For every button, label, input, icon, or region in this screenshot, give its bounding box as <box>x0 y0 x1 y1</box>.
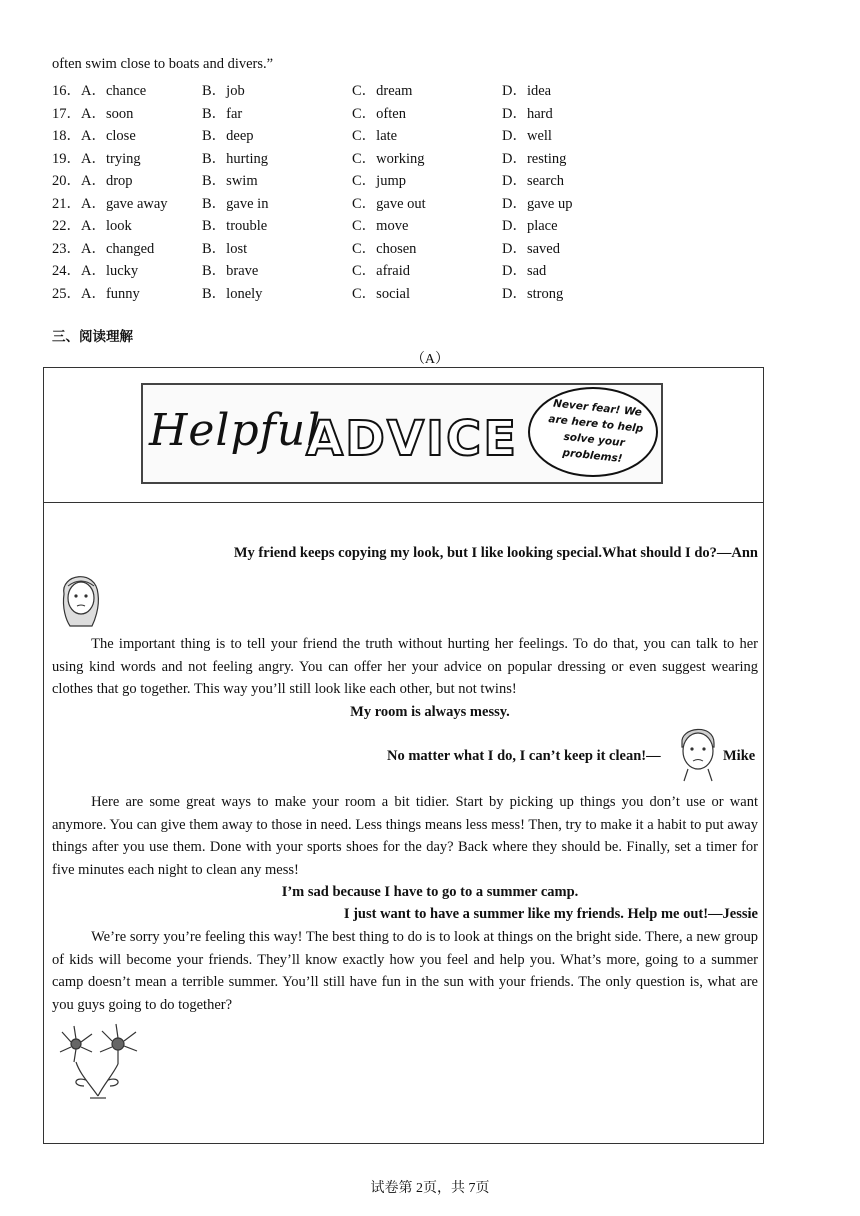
option-d: D．well <box>502 128 552 144</box>
jessie-question-line1: I’m sad because I have to go to a summer camp. <box>281 884 579 900</box>
box-divider <box>43 502 764 503</box>
banner-advice-text: ADVICE <box>306 411 519 467</box>
option-c: C．afraid <box>352 263 410 279</box>
option-d: D．place <box>502 218 558 234</box>
option-b: B．lost <box>202 240 248 257</box>
girl-avatar-icon <box>52 564 110 632</box>
option-b: B．deep <box>202 128 254 144</box>
option-row <box>52 214 812 236</box>
option-c: C．working <box>352 150 425 167</box>
passage-label: （A） <box>410 352 450 367</box>
option-row <box>52 169 812 191</box>
option-b: B．far <box>202 105 243 122</box>
option-a: A．soon <box>81 105 134 122</box>
option-d: D．saved <box>502 240 560 257</box>
option-b: B．gave in <box>202 195 269 212</box>
option-row <box>52 237 812 259</box>
option-d: D．idea <box>502 83 552 99</box>
option-a: A．close <box>81 128 136 144</box>
option-b: B．trouble <box>202 218 268 234</box>
option-d: D．sad <box>502 263 547 279</box>
option-row <box>52 192 812 214</box>
question-number: 17． <box>52 105 81 122</box>
jessie-question-line2: I just want to have a summer like my friends. Help me out!—Jessie <box>343 906 758 922</box>
question-number: 16． <box>52 83 81 99</box>
helpful-advice-banner <box>141 383 663 484</box>
option-a: A．chance <box>81 83 147 99</box>
question-number: 18． <box>52 128 81 144</box>
option-c: C．dream <box>352 83 413 99</box>
option-row <box>52 147 812 169</box>
mike-answer: Here are some great ways to make your room a bit tidier. Start by picking up things you don’t use or want anymore. You can give them away to those in need. Less things means less mess! Then, try to make it a habit to put away things after you use them. Done with your sports shoes for the day? Back where they should be. Finally, set a timer for five minutes each night to clean any mess! <box>52 794 758 878</box>
option-row <box>52 124 812 146</box>
option-a: A．trying <box>81 150 141 167</box>
question-number: 24． <box>52 263 81 279</box>
option-d: D．gave up <box>502 195 573 212</box>
option-c: C．late <box>352 128 398 144</box>
option-d: D．hard <box>502 105 553 122</box>
option-c: C．move <box>352 218 409 234</box>
option-row <box>52 282 812 304</box>
banner-helpful-text: Helpful <box>149 405 322 456</box>
ann-question: My friend keeps copying my look, but I like looking special.What should I do?—Ann <box>233 545 758 561</box>
question-number: 20． <box>52 173 81 189</box>
mike-name: Mike <box>723 748 756 764</box>
option-a: A．changed <box>81 240 155 257</box>
flower-icon <box>54 1020 140 1100</box>
jessie-answer: We’re sorry you’re feeling this way! The best thing to do is to look at things on the bright side. There, a new group of kids will become your friends. They’ll know exactly how you feel and help you. What’s more, going to a summer camp doesn’t mean a terrible summer. You’ll still have fun in the sun with your friends. The only question is, what are you guys going to do together? <box>52 929 758 1013</box>
option-row <box>52 79 812 101</box>
option-a: A．funny <box>81 285 140 302</box>
option-c: C．social <box>352 285 410 302</box>
question-number: 23． <box>52 240 81 257</box>
option-row <box>52 102 812 124</box>
option-b: B．lonely <box>202 285 263 302</box>
option-row <box>52 259 812 281</box>
option-d: D．resting <box>502 150 567 167</box>
option-c: C．chosen <box>352 240 417 257</box>
option-c: C．gave out <box>352 195 426 212</box>
banner-speech-oval <box>528 387 658 477</box>
mike-question-line2: No matter what I do, I can’t keep it clean!— <box>387 748 661 764</box>
option-a: A．drop <box>81 173 133 189</box>
question-number: 22． <box>52 218 81 234</box>
question-number: 21． <box>52 195 81 212</box>
ann-answer: The important thing is to tell your friend the truth without hurting her feelings. To do that, you can talk to her using kind words and not feeling angry. You can offer her your advice on popular dressing or even suggest wearing clothes that go together. This way you’ll still look like each other, but not twins! <box>52 636 758 698</box>
option-c: C．jump <box>352 173 406 189</box>
option-d: D．search <box>502 173 565 189</box>
page-footer: 试卷第 2页，共 7页 <box>370 1181 490 1196</box>
option-a: A．gave away <box>81 195 168 212</box>
question-number: 19． <box>52 150 81 167</box>
boy-avatar-icon <box>674 721 722 783</box>
mike-question-line1: My room is always messy. <box>350 704 510 720</box>
option-b: B．job <box>202 83 245 99</box>
section-title: 三、阅读理解 <box>52 329 133 345</box>
intro-line: often swim close to boats and divers.” <box>52 56 274 72</box>
option-b: B．swim <box>202 173 258 189</box>
option-b: B．brave <box>202 263 259 279</box>
banner-oval-text: Never fear! We are here to help solve your problems! <box>547 397 644 465</box>
option-c: C．often <box>352 105 406 122</box>
option-b: B．hurting <box>202 150 269 167</box>
option-a: A．lucky <box>81 263 139 279</box>
option-d: D．strong <box>502 285 564 302</box>
question-number: 25． <box>52 285 81 302</box>
option-a: A．look <box>81 218 132 234</box>
